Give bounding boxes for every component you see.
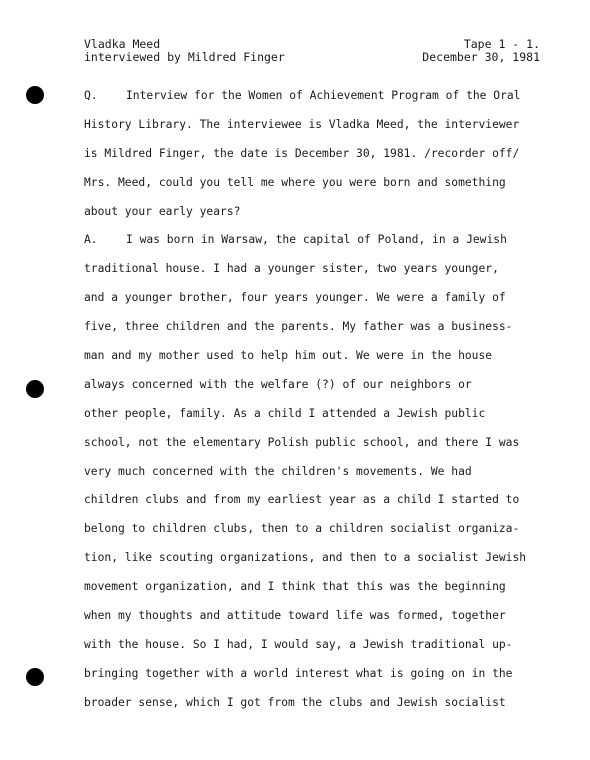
transcript-line: about your early years? xyxy=(84,204,241,218)
transcript-line: movement organization, and I think that this was the beginning xyxy=(84,580,506,594)
header-right xyxy=(422,38,540,64)
transcript-body xyxy=(84,82,544,718)
binder-hole-top xyxy=(26,86,44,104)
transcript-line: History Library. The interviewee is Vladka Meed, the interviewer xyxy=(84,117,520,131)
speaker-label: A. xyxy=(84,233,98,247)
transcript-line: children clubs and from my earliest year as a child I started to xyxy=(84,493,520,507)
transcript-line: and a younger brother, four years younger. We were a family of xyxy=(84,291,506,305)
transcript-line xyxy=(84,226,544,255)
transcript-line xyxy=(84,82,544,111)
transcript-line: belong to children clubs, then to a children socialist organiza- xyxy=(84,522,520,536)
binder-hole-middle xyxy=(26,380,44,398)
header-left xyxy=(84,38,285,64)
transcript-line: tion, like scouting organizations, and then to a socialist Jewish xyxy=(84,551,527,565)
interview-date: December 30, 1981 xyxy=(422,50,540,64)
transcript-line: always concerned with the welfare (?) of our neighbors or xyxy=(84,377,472,391)
transcript-line: bringing together with a world interest what is going on in the xyxy=(84,666,513,680)
interviewee-name: Vladka Meed xyxy=(84,37,161,51)
transcript-line: school, not the elementary Polish public school, and there I was xyxy=(84,435,520,449)
transcript-line: traditional house. I had a younger sister, two years younger, xyxy=(84,262,499,276)
transcript-line: very much concerned with the children's movements. We had xyxy=(84,464,472,478)
transcript-line: five, three children and the parents. My father was a business- xyxy=(84,320,513,334)
tape-number: Tape 1 - 1. xyxy=(463,37,540,51)
speaker-label: Q. xyxy=(84,89,98,102)
line-text: I was born in Warsaw, the capital of Poland, in a Jewish xyxy=(126,233,507,247)
interviewer-credit: interviewed by Mildred Finger xyxy=(84,50,285,64)
binder-hole-bottom xyxy=(26,668,44,686)
transcript-line: is Mildred Finger, the date is December 30, 1981. /recorder off/ xyxy=(84,146,520,160)
transcript-line: man and my mother used to help him out. We were in the house xyxy=(84,349,493,363)
transcript-line: Mrs. Meed, could you tell me where you were born and something xyxy=(84,175,506,189)
transcript-line: when my thoughts and attitude toward life was formed, together xyxy=(84,609,506,623)
line-text: Interview for the Women of Achievement Program of the Oral xyxy=(126,89,521,102)
transcript-line: broader sense, which I got from the clubs and Jewish socialist xyxy=(84,695,506,709)
transcript-line: with the house. So I had, I would say, a Jewish traditional up- xyxy=(84,637,513,651)
transcript-line: other people, family. As a child I attended a Jewish public xyxy=(84,406,486,420)
